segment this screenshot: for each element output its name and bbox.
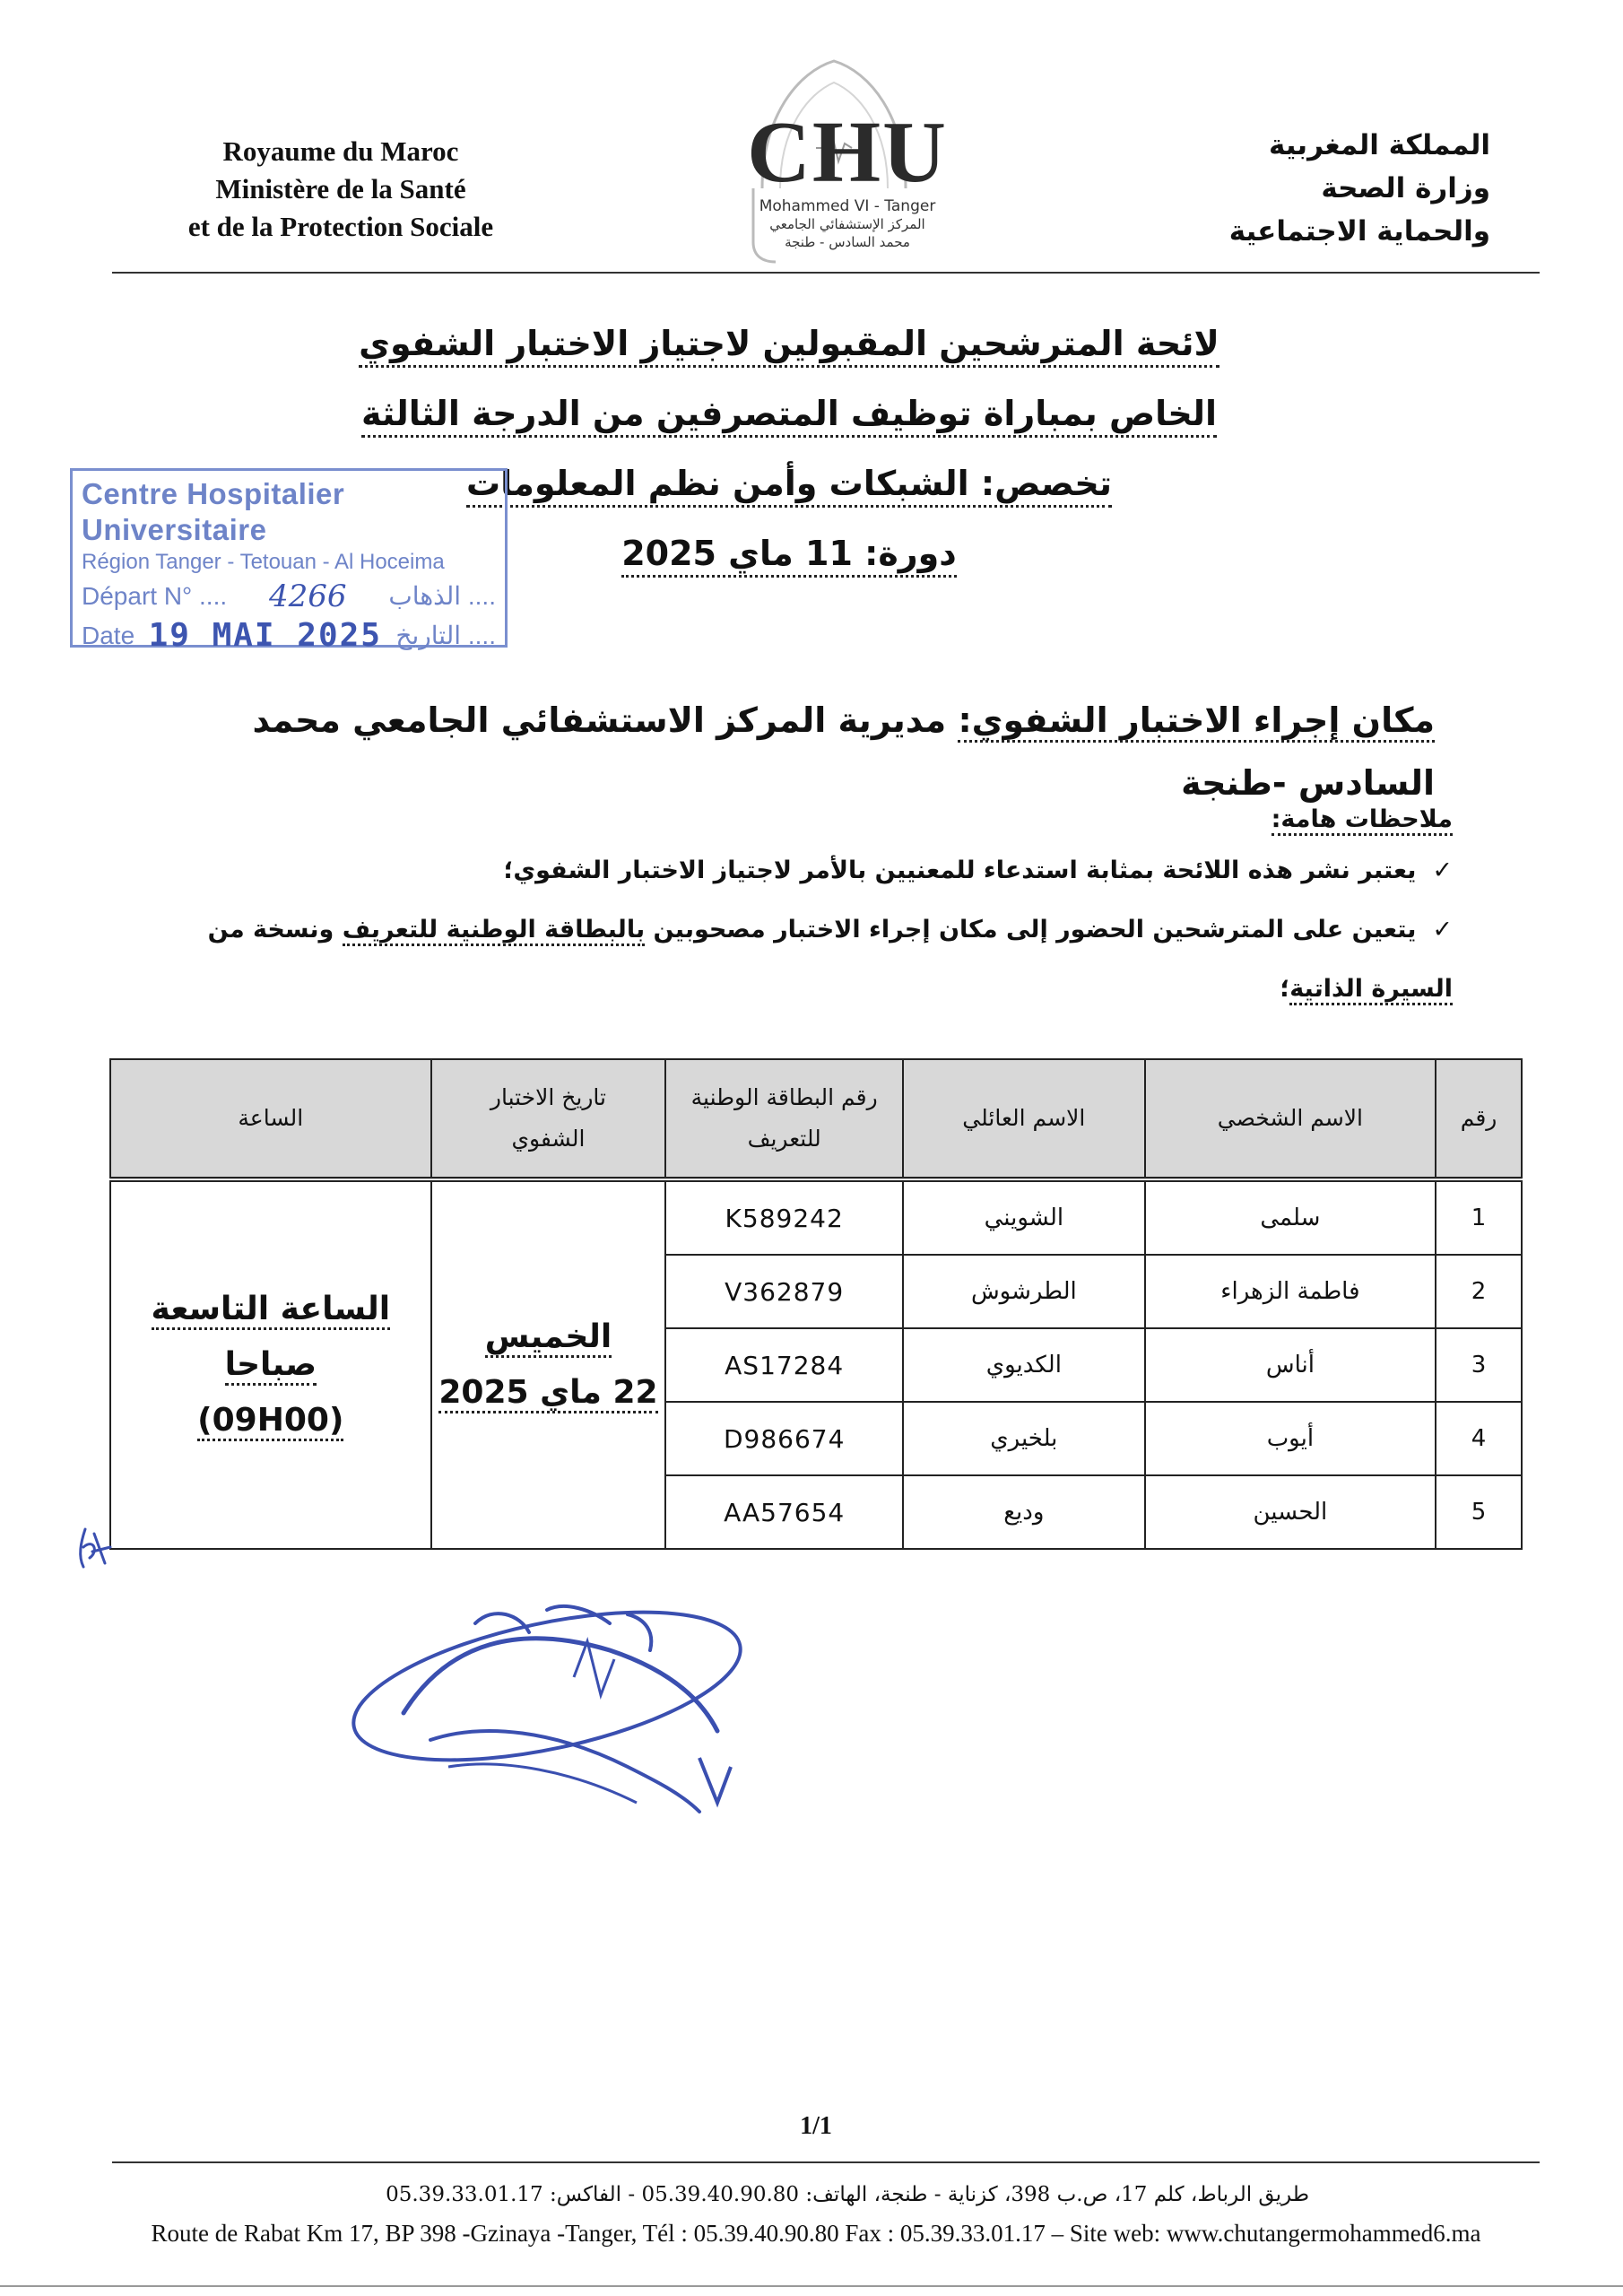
header-time: الساعة <box>110 1059 431 1179</box>
cell-first-name: أناس <box>1145 1328 1436 1402</box>
logo-acronym: CHU <box>747 104 948 201</box>
cell-last-name: بلخيري <box>903 1402 1145 1475</box>
header-number: رقم <box>1436 1059 1522 1179</box>
logo-arabic-line1: المركز الإستشفائي الجامعي <box>769 216 925 232</box>
cell-first-name: فاطمة الزهراء <box>1145 1255 1436 1328</box>
header-exam-date <box>431 1059 666 1179</box>
reception-stamp <box>70 468 508 654</box>
logo-arabic-line2: محمد السادس - طنجة <box>785 234 910 250</box>
check-icon: ✓ <box>1432 916 1453 944</box>
check-icon: ✓ <box>1432 857 1453 884</box>
note-item-1 <box>135 841 1453 900</box>
notes-title: ملاحظات هامة: <box>1271 805 1453 836</box>
kingdom-fr: Royaume du Maroc <box>222 135 459 167</box>
stamp-region: Région Tanger - Tetouan - Al Hoceima <box>82 550 445 574</box>
cell-number: 5 <box>1436 1475 1522 1549</box>
kingdom-ar: المملكة المغربية <box>1268 129 1490 161</box>
ministry-fr: Ministère de la Santé <box>215 173 466 204</box>
note-item-1-text: يعتبر نشر هذه اللائحة بمثابة استدعاء للمعنيين بالأمر لاجتياز الاختبار الشفوي؛ <box>503 857 1417 884</box>
stamp-depart-label-ar: الذهاب .... <box>388 582 496 610</box>
title-line-2: الخاص بمباراة توظيف المتصرفين من الدرجة الثالثة <box>361 394 1217 438</box>
cell-exam-time <box>110 1179 431 1549</box>
ministry-ar: وزارة الصحة <box>1321 172 1490 204</box>
exam-time-line2: صباحا <box>225 1346 317 1386</box>
stamp-depart-number: 4266 <box>269 578 347 614</box>
director-signature-stamp-icon <box>341 1587 753 1821</box>
header-cin <box>665 1059 903 1179</box>
title-line-3: تخصص: الشبكات وأمن نظم المعلومات <box>466 464 1112 508</box>
stamp-date-label: Date <box>82 622 135 649</box>
exam-date: 22 ماي 2025 <box>438 1374 657 1413</box>
exam-day: الخميس <box>485 1318 612 1358</box>
header-right-block <box>1114 124 1490 253</box>
exam-time-line1: الساعة التاسعة <box>152 1291 391 1330</box>
cell-cin: AA57654 <box>665 1475 903 1549</box>
header-date-line1: تاريخ الاختبار <box>490 1084 607 1110</box>
header-cin-line1: رقم البطاقة الوطنية <box>690 1084 878 1110</box>
footer-divider <box>112 2161 1540 2163</box>
note-item-2 <box>135 900 1453 1019</box>
stamp-date-row <box>82 616 496 656</box>
exam-time-line3: (09H00) <box>197 1402 343 1441</box>
exam-place-value: مديرية المركز الاستشفائي الجامعي محمد السادس -طنجة <box>252 700 1435 803</box>
important-notes <box>135 798 1453 1019</box>
cell-last-name: الطرشوش <box>903 1255 1145 1328</box>
cell-number: 4 <box>1436 1402 1522 1475</box>
initials-mark-icon <box>67 1520 121 1574</box>
table-header-row <box>110 1059 1522 1179</box>
page-number: 1/1 <box>800 2112 832 2140</box>
note-item-2-mid: ونسخة من <box>207 916 343 944</box>
note-item-2-suffix: ؛ <box>1280 975 1290 1003</box>
header-divider <box>112 272 1540 274</box>
cell-first-name: أيوب <box>1145 1402 1436 1475</box>
cell-cin: D986674 <box>665 1402 903 1475</box>
cell-exam-date <box>431 1179 666 1549</box>
cell-cin: AS17284 <box>665 1328 903 1402</box>
cell-last-name: الكديوي <box>903 1328 1145 1402</box>
stamp-institution: Centre Hospitalier Universitaire <box>82 477 345 546</box>
stamp-depart-label: Départ N° .... <box>82 582 228 610</box>
table-row <box>110 1179 1522 1255</box>
note-item-2-id-card: بالبطاقة الوطنية للتعريف <box>343 916 645 946</box>
cell-first-name: سلمى <box>1145 1179 1436 1255</box>
header-last-name: الاسم العائلي <box>903 1059 1145 1179</box>
logo-subtitle: Mohammed VI - Tanger <box>759 197 936 215</box>
stamp-depart-row <box>82 577 496 616</box>
ministry-ar-line2: والحماية الاجتماعية <box>1228 215 1490 248</box>
header-cin-line2: للتعريف <box>747 1126 821 1152</box>
title-line-1: لائحة المترشحين المقبولين لاجتياز الاختبار الشفوي <box>359 324 1219 368</box>
scan-edge-line <box>0 2285 1623 2287</box>
note-item-2-prefix: يتعين على المترشحين الحضور إلى مكان إجراء الاختبار مصحوبين <box>645 916 1417 944</box>
stamp-date-label-ar: التاريخ .... <box>395 622 496 649</box>
header-first-name: الاسم الشخصي <box>1145 1059 1436 1179</box>
cell-cin: K589242 <box>665 1179 903 1255</box>
cell-number: 1 <box>1436 1179 1522 1255</box>
logo-text <box>735 104 959 251</box>
footer-address-fr: Route de Rabat Km 17, BP 398 -Gzinaya -Tanger, Tél : 05.39.40.90.80 Fax : 05.39.33.01.17 – Site web: www.chutangermohammed6.ma <box>151 2220 1481 2247</box>
candidates-table <box>109 1058 1523 1550</box>
footer-address-ar: طريق الرباط، كلم 17، ص.ب 398، كزناية - طنجة، الهاتف: 05.39.40.90.80 - الفاكس: 05.39.33.01.17 <box>386 2183 1309 2206</box>
exam-place <box>179 689 1435 814</box>
cell-last-name: الشويني <box>903 1179 1145 1255</box>
ministry-fr-line2: et de la Protection Sociale <box>187 211 494 242</box>
cell-first-name: الحسين <box>1145 1475 1436 1549</box>
stamp-date-value: 19 MAI 2025 <box>148 617 382 654</box>
header-left-block <box>135 133 547 246</box>
header-date-line2: الشفوي <box>511 1126 586 1152</box>
cell-number: 2 <box>1436 1255 1522 1328</box>
note-item-2-cv: السيرة الذاتية <box>1289 975 1453 1005</box>
cell-last-name: وديع <box>903 1475 1145 1549</box>
exam-place-label: مكان إجراء الاختبار الشفوي: <box>958 700 1435 743</box>
cell-cin: V362879 <box>665 1255 903 1328</box>
cell-number: 3 <box>1436 1328 1522 1402</box>
title-line-4: دورة: 11 ماي 2025 <box>621 534 957 578</box>
